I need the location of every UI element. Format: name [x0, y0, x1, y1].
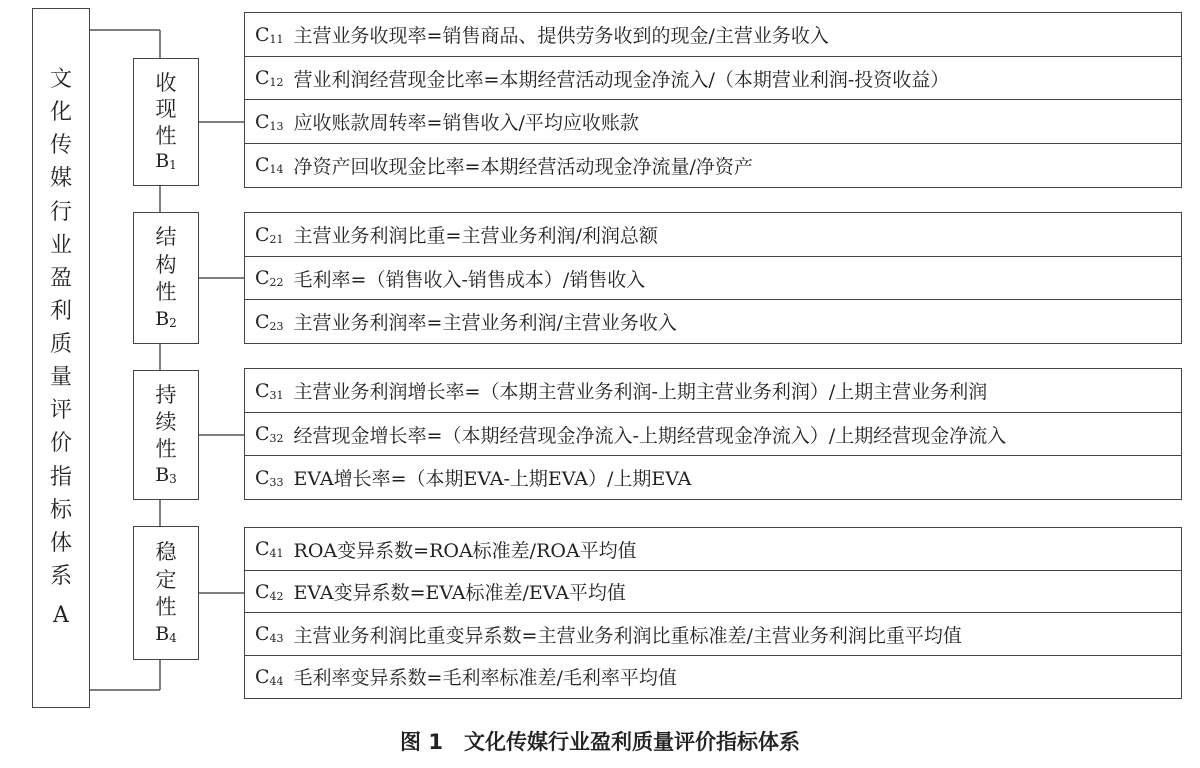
- indicator-formula: 主营业务利润增长率=（本期主营业务利润-上期主营业务利润）/上期主营业务利润: [293, 381, 988, 403]
- criterion-label-char: 稳: [155, 539, 177, 564]
- criterion-id: [155, 466, 177, 485]
- indicator-id-letter: C: [255, 423, 270, 445]
- indicator-row: [244, 570, 1182, 614]
- indicator-formula: ROA变异系数=ROA标准差/ROA平均值: [293, 539, 637, 562]
- indicator-row: [244, 412, 1182, 457]
- criterion-id-subscript: 2: [169, 315, 177, 330]
- indicator-id-subscript: 11: [269, 32, 284, 46]
- criterion-id-letter: B: [155, 150, 170, 173]
- indicator-id: [255, 154, 284, 176]
- criterion-id-subscript: 3: [169, 472, 177, 486]
- indicator-id: [255, 24, 284, 46]
- root-label-char: 指: [49, 464, 72, 490]
- indicator-id: [255, 467, 284, 489]
- indicator-row: [244, 299, 1182, 344]
- indicator-id-subscript: 41: [269, 547, 284, 560]
- criterion-label-char: 性: [155, 595, 177, 620]
- indicator-formula: EVA变异系数=EVA标准差/EVA平均值: [293, 582, 626, 604]
- indicator-id-subscript: 23: [269, 319, 284, 333]
- root-id: A: [53, 603, 69, 628]
- indicator-group: [244, 12, 1182, 186]
- indicator-row: [244, 527, 1182, 571]
- indicator-id-letter: C: [255, 665, 270, 688]
- root-node-box: [32, 8, 90, 708]
- indicator-group: [244, 212, 1182, 343]
- indicator-id-letter: C: [255, 223, 270, 246]
- indicator-id-letter: C: [255, 466, 270, 489]
- indicator-formula: 经营现金增长率=（本期经营现金净流入-上期经营现金净流入）/上期经营现金净流入: [293, 424, 1007, 447]
- indicator-row: [244, 143, 1182, 188]
- criterion-label-char: 持: [155, 383, 177, 407]
- indicator-formula: 主营业务利润比重=主营业务利润/利润总额: [293, 225, 658, 247]
- criterion-label-char: 收: [155, 70, 177, 95]
- indicator-row: [244, 99, 1182, 144]
- indicator-group: [244, 368, 1182, 499]
- indicator-id: [255, 423, 284, 445]
- indicator-row: [244, 368, 1182, 413]
- indicator-row: [244, 56, 1182, 101]
- indicator-id-subscript: 12: [269, 76, 284, 89]
- indicator-id-subscript: 32: [269, 432, 284, 445]
- indicator-group: [244, 527, 1182, 697]
- indicator-id-letter: C: [255, 110, 270, 133]
- indicator-id: [255, 623, 284, 645]
- indicator-id-subscript: 14: [269, 163, 284, 176]
- criterion-label-char: 现: [155, 97, 177, 122]
- indicator-formula: EVA增长率=（本期EVA-上期EVA）/上期EVA: [293, 468, 692, 490]
- indicator-id-subscript: 31: [269, 388, 284, 402]
- figure-caption: 图 1 文化传媒行业盈利质量评价指标体系: [400, 730, 800, 754]
- indicator-id-subscript: 43: [269, 632, 284, 645]
- indicator-formula: 主营业务收现率=销售商品、提供劳务收到的现金/主营业务收入: [293, 25, 829, 47]
- criterion-label-char: 续: [155, 410, 177, 434]
- indicator-id: [255, 581, 284, 603]
- indicator-id-subscript: 21: [269, 232, 284, 246]
- criterion-box: [133, 58, 199, 186]
- indicator-id-letter: C: [255, 623, 270, 645]
- indicator-id-subscript: 22: [269, 276, 284, 289]
- indicator-id: [255, 267, 284, 289]
- root-label-char: 化: [49, 100, 72, 126]
- indicator-id-letter: C: [255, 310, 270, 333]
- indicator-row: [244, 212, 1182, 257]
- indicator-row: [244, 12, 1182, 57]
- indicator-id-letter: C: [255, 267, 270, 289]
- root-node-label: [33, 9, 89, 707]
- indicator-row: [244, 256, 1182, 301]
- criterion-id-subscript: 4: [169, 631, 177, 646]
- root-label-char: 传: [49, 133, 72, 159]
- indicator-id-subscript: 44: [269, 674, 284, 688]
- criterion-id: [155, 625, 177, 644]
- root-label-char: 价: [49, 431, 72, 457]
- root-label-char: 盈: [49, 265, 72, 291]
- root-label-char: 体: [49, 530, 72, 556]
- indicator-formula: 毛利率=（销售收入-销售成本）/销售收入: [293, 268, 646, 291]
- criterion-id: [155, 307, 177, 330]
- criterion-label-char: 定: [155, 567, 177, 592]
- criterion-label-char: 性: [155, 280, 177, 305]
- indicator-id-letter: C: [255, 154, 270, 176]
- root-label-char: 业: [49, 232, 72, 258]
- indicator-id-letter: C: [255, 23, 270, 46]
- indicator-row: [244, 455, 1182, 500]
- indicator-id: [255, 111, 284, 133]
- criterion-id: [155, 152, 177, 171]
- indicator-formula: 营业利润经营现金比率=本期经营活动现金净流入/（本期营业利润-投资收益）: [293, 68, 950, 91]
- indicator-formula: 毛利率变异系数=毛利率标准差/毛利率平均值: [293, 667, 677, 689]
- criterion-box: [133, 370, 199, 500]
- root-label-char: 量: [49, 365, 72, 391]
- root-label-char: 质: [49, 332, 72, 357]
- criterion-box: [133, 212, 199, 344]
- indicator-row: [244, 612, 1182, 656]
- indicator-id: [255, 224, 284, 246]
- criterion-label-char: 性: [155, 123, 177, 148]
- criterion-id-letter: B: [155, 307, 170, 330]
- indicator-id-subscript: 33: [269, 475, 284, 489]
- indicator-id: [255, 311, 284, 333]
- root-label-char: 行: [49, 199, 72, 225]
- indicator-id-letter: C: [255, 580, 270, 603]
- criterion-id-letter: B: [155, 464, 170, 486]
- criterion-label-char: 结: [155, 225, 177, 250]
- indicator-id-letter: C: [255, 67, 270, 89]
- root-label-char: 标: [49, 497, 72, 523]
- indicator-row: [244, 655, 1182, 699]
- root-label-char: 系: [49, 563, 72, 589]
- criterion-label-char: 构: [155, 252, 177, 277]
- indicator-formula: 主营业务利润率=主营业务利润/主营业务收入: [293, 312, 677, 334]
- root-label-char: 媒: [49, 166, 72, 192]
- root-label-char: 文: [49, 67, 72, 92]
- criterion-label-char: 性: [155, 437, 177, 461]
- root-label-char: 利: [49, 298, 72, 324]
- indicator-id-letter: C: [255, 538, 270, 560]
- indicator-id: [255, 538, 284, 560]
- indicator-id-letter: C: [255, 379, 270, 402]
- criterion-id-subscript: 1: [169, 158, 177, 173]
- indicator-id: [255, 666, 284, 688]
- indicator-id: [255, 67, 284, 89]
- indicator-id-subscript: 42: [269, 589, 284, 603]
- root-label-char: 评: [49, 398, 72, 424]
- indicator-id-subscript: 13: [269, 119, 284, 133]
- criterion-box: [133, 526, 199, 660]
- indicator-id: [255, 380, 284, 402]
- indicator-formula: 净资产回收现金比率=本期经营活动现金净流量/净资产: [293, 155, 753, 178]
- indicator-formula: 主营业务利润比重变异系数=主营业务利润比重标准差/主营业务利润比重平均值: [293, 624, 962, 647]
- indicator-formula: 应收账款周转率=销售收入/平均应收账款: [293, 112, 639, 134]
- criterion-id-letter: B: [155, 623, 170, 646]
